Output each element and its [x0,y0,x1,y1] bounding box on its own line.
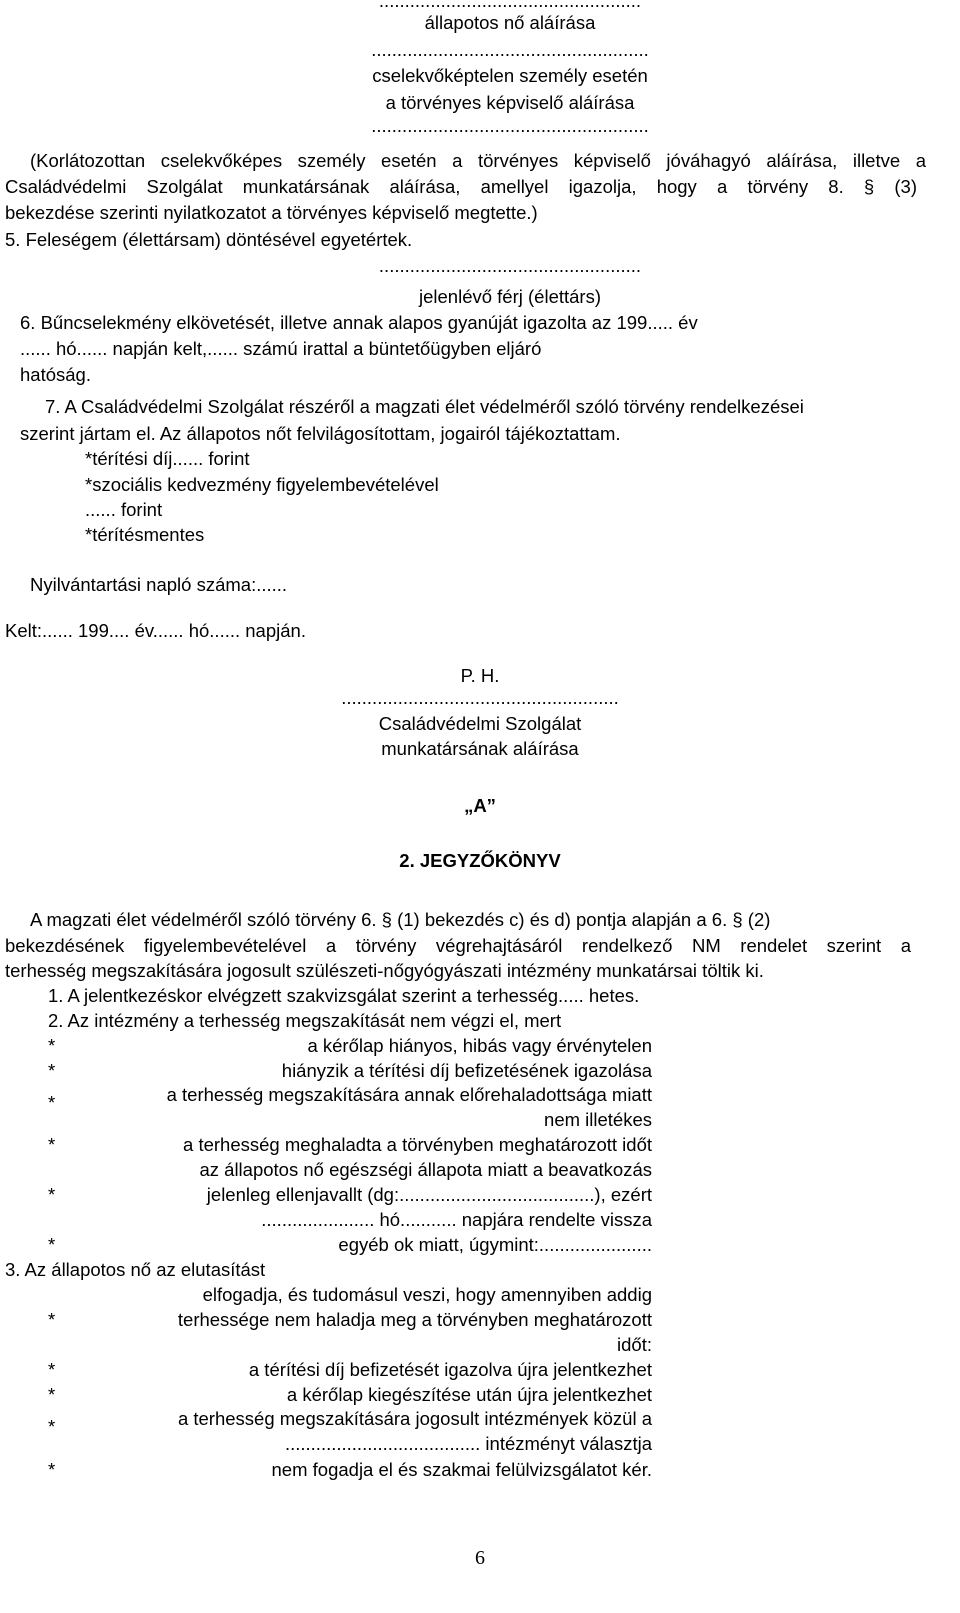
option-other-institution-line-2: ...................................... intézményt választja [284,1433,652,1454]
option-payment: a térítési díj befizetését igazolva újra jelentkezhet [248,1359,652,1380]
dots-line: ...................................................... [371,115,649,136]
item-6-line-3: hatóság. [20,364,91,385]
reason-invalid-form: a kérőlap hiányos, hibás vagy érvénytelen [307,1035,652,1056]
bullet-star: * [48,1035,56,1056]
item-6-line-2: ...... hó...... napján kelt,...... számú irattal a büntetőügyben eljáró [20,338,542,359]
reason-not-competent-line-1: a terhesség megszakítására annak előrehaladottsága miatt [166,1084,652,1105]
reason-other: egyéb ok miatt, úgymint:...................... [338,1234,652,1255]
reason-health-line-1: az állapotos nő egészségi állapota miatt a beavatkozás [199,1159,652,1180]
limited-note-line-2: Családvédelmi Szolgálat munkatársának aláírása, amellyel igazolja, hogy a törvény 8. § (3) [5,176,917,197]
service-signature-dots: ...................................................... [341,687,619,708]
acceptance-intro: elfogadja, és tudomásul veszi, hogy amennyiben addig [202,1284,652,1305]
husband-signature-label: jelenlévő férj (élettárs) [419,286,601,307]
bullet-star: * [48,1184,56,1205]
option-time-line-1: terhessége nem haladja meg a törvényben meghatározott [177,1309,652,1330]
limited-note-line-1: (Korlátozottan cselekvőképes személy esetén a törvényes képviselő jóváhagyó aláírása, illetve a [30,150,926,171]
reason-missing-payment: hiányzik a térítési díj befizetésének igazolása [281,1060,652,1081]
intro-line-2: bekezdésének figyelembevételével a törvény végrehajtásáról rendelkező NM rendelet szerint a [5,935,911,956]
option-other-institution-line-1: a terhesség megszakítására jogosult intézmények közül a [177,1408,652,1429]
document-title: 2. JEGYZŐKÖNYV [399,850,561,871]
service-signature-label-2: munkatársának aláírása [381,738,579,759]
point-1: 1. A jelentkezéskor elvégzett szakvizsgálat szerint a terhesség..... hetes. [48,985,640,1006]
bullet-star: * [48,1459,56,1480]
reason-not-competent-line-2: nem illetékes [544,1109,652,1130]
service-signature-label-1: Családvédelmi Szolgálat [378,713,582,734]
guardian-signature-dots: ...................................................... [371,39,649,60]
registry-number: Nyilvántartási napló száma:...... [30,574,288,595]
bullet-star: * [48,1134,56,1155]
bullet-star: * [48,1384,56,1405]
point-2: 2. Az intézmény a terhesség megszakítását nem végzi el, mert [48,1010,562,1031]
item-7-line-1: 7. A Családvédelmi Szolgálat részéről a magzati élet védelméről szóló törvény rendelkezései [45,396,804,417]
fee-line: *térítési díj...... forint [85,448,250,469]
option-review: nem fogadja el és szakmai felülvizsgálatot kér. [271,1459,652,1480]
social-discount-line: *szociális kedvezmény figyelembevételével [85,474,439,495]
reason-health-line-2: jelenleg ellenjavallt (dg:......................................), ezért [206,1184,652,1205]
item-5: 5. Feleségem (élettársam) döntésével egyetértek. [5,229,413,250]
option-form-completion: a kérőlap kiegészítése után újra jelentkezhet [286,1384,652,1405]
bullet-star: * [48,1060,56,1081]
discount-amount-line: ...... forint [85,499,163,520]
free-of-charge-line: *térítésmentes [85,524,205,545]
page-number: 6 [475,1547,485,1569]
point-3: 3. Az állapotos nő az elutasítást [5,1259,266,1280]
dated-line: Kelt:...... 199.... év...... hó...... napján. [5,620,306,641]
stamp-placeholder: P. H. [460,665,500,686]
reason-health-line-3: ...................... hó........... napjára rendelte vissza [261,1209,652,1230]
item-7-line-2: szerint jártam el. Az állapotos nőt felvilágosítottam, jogairól tájékoztattam. [20,423,621,444]
option-time-line-2: időt: [617,1334,652,1355]
bullet-star: * [48,1092,56,1113]
husband-signature-dots: ................................................... [378,255,642,276]
item-6-line-1: 6. Bűncselekmény elkövetését, illetve annak alapos gyanúját igazolta az 199..... év [20,312,698,333]
pregnant-signature-dots: ................................................... [378,0,642,11]
intro-line-1: A magzati élet védelméről szóló törvény 6. § (1) bekezdés c) és d) pontja alapján a 6. § (2) [30,909,771,930]
bullet-star: * [48,1359,56,1380]
limited-note-line-3: bekezdése szerinti nyilatkozatot a törvényes képviselő megtette.) [5,202,538,223]
bullet-star: * [48,1234,56,1255]
annex-label: „A” [464,795,496,816]
incapable-person-label: cselekvőképtelen személy esetén [372,65,648,86]
bullet-star: * [48,1416,56,1437]
bullet-star: * [48,1309,56,1330]
intro-line-3: terhesség megszakítására jogosult szülészeti-nőgyógyászati intézmény munkatársai töltik ki. [5,960,764,981]
pregnant-signature-label: állapotos nő aláírása [424,12,596,33]
guardian-signature-label: a törvényes képviselő aláírása [385,92,635,113]
reason-time-exceeded: a terhesség meghaladta a törvényben meghatározott időt [183,1134,652,1155]
